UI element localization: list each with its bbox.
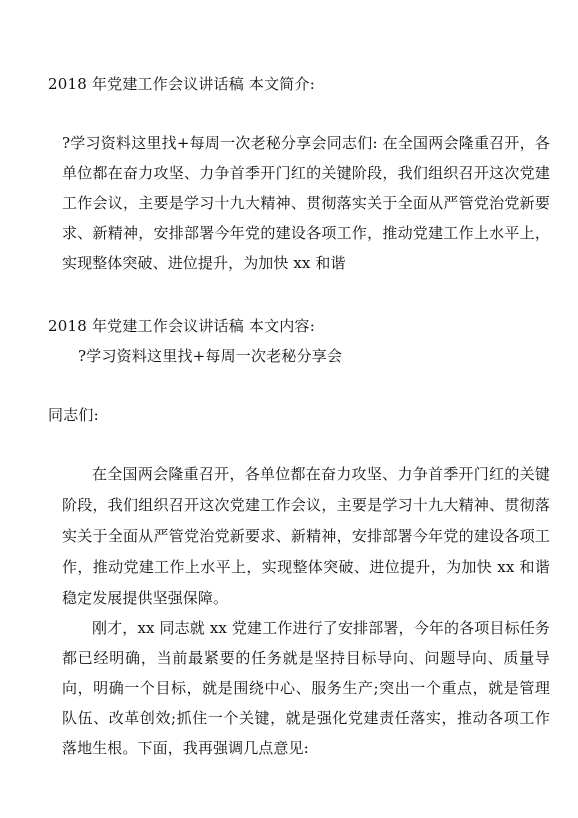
content-heading: 2018 年党建工作会议讲话稿 本文内容: [48, 317, 315, 335]
content-subline: ?学习资料这里找+每周一次老秘分享会 [78, 347, 343, 365]
body-paragraph-1: 在全国两会隆重召开，各单位都在奋力攻坚、力争首季开门红的关键阶段，我们组织召开这次党建工作会议，主要是学习十九大精神、贯彻落实关于全面从严管党治党新要求、新精神，安排部署今年党的建设各项工作，推动党建工作上水平上，实现整体突破、进位提升，为加快 xx 和谐稳定发展提供坚强保障。 [62, 465, 550, 607]
summary-text: ?学习资料这里找+每周一次老秘分享会同志们: 在全国两会隆重召开，各单位都在奋力攻坚、力争首季开门红的关键阶段，我们组织召开这次党建工作会议，主要是学习十九大精神、贯彻落实关于全面从严管党治党新要求、新精神，安排部署今年党的建设各项工作，推动党建工作上水平上，实现整体突破、进位提升，为加快 xx 和谐 [62, 134, 550, 272]
summary-heading: 2018 年党建工作会议讲话稿 本文简介: [48, 75, 315, 93]
body-paragraph-2: 刚才，xx 同志就 xx 党建工作进行了安排部署，今年的各项目标任务都已经明确，当前最紧要的任务就是坚持目标导向、问题导向、质量导向，明确一个目标，就是围绕中心、服务生产;突出一个重点，就是管理队伍、改革创效;抓住一个关键，就是强化党建责任落实，推动各项工作落地生根。下面，我再强调几点意见: [62, 619, 550, 757]
greeting: 同志们: [48, 406, 99, 424]
